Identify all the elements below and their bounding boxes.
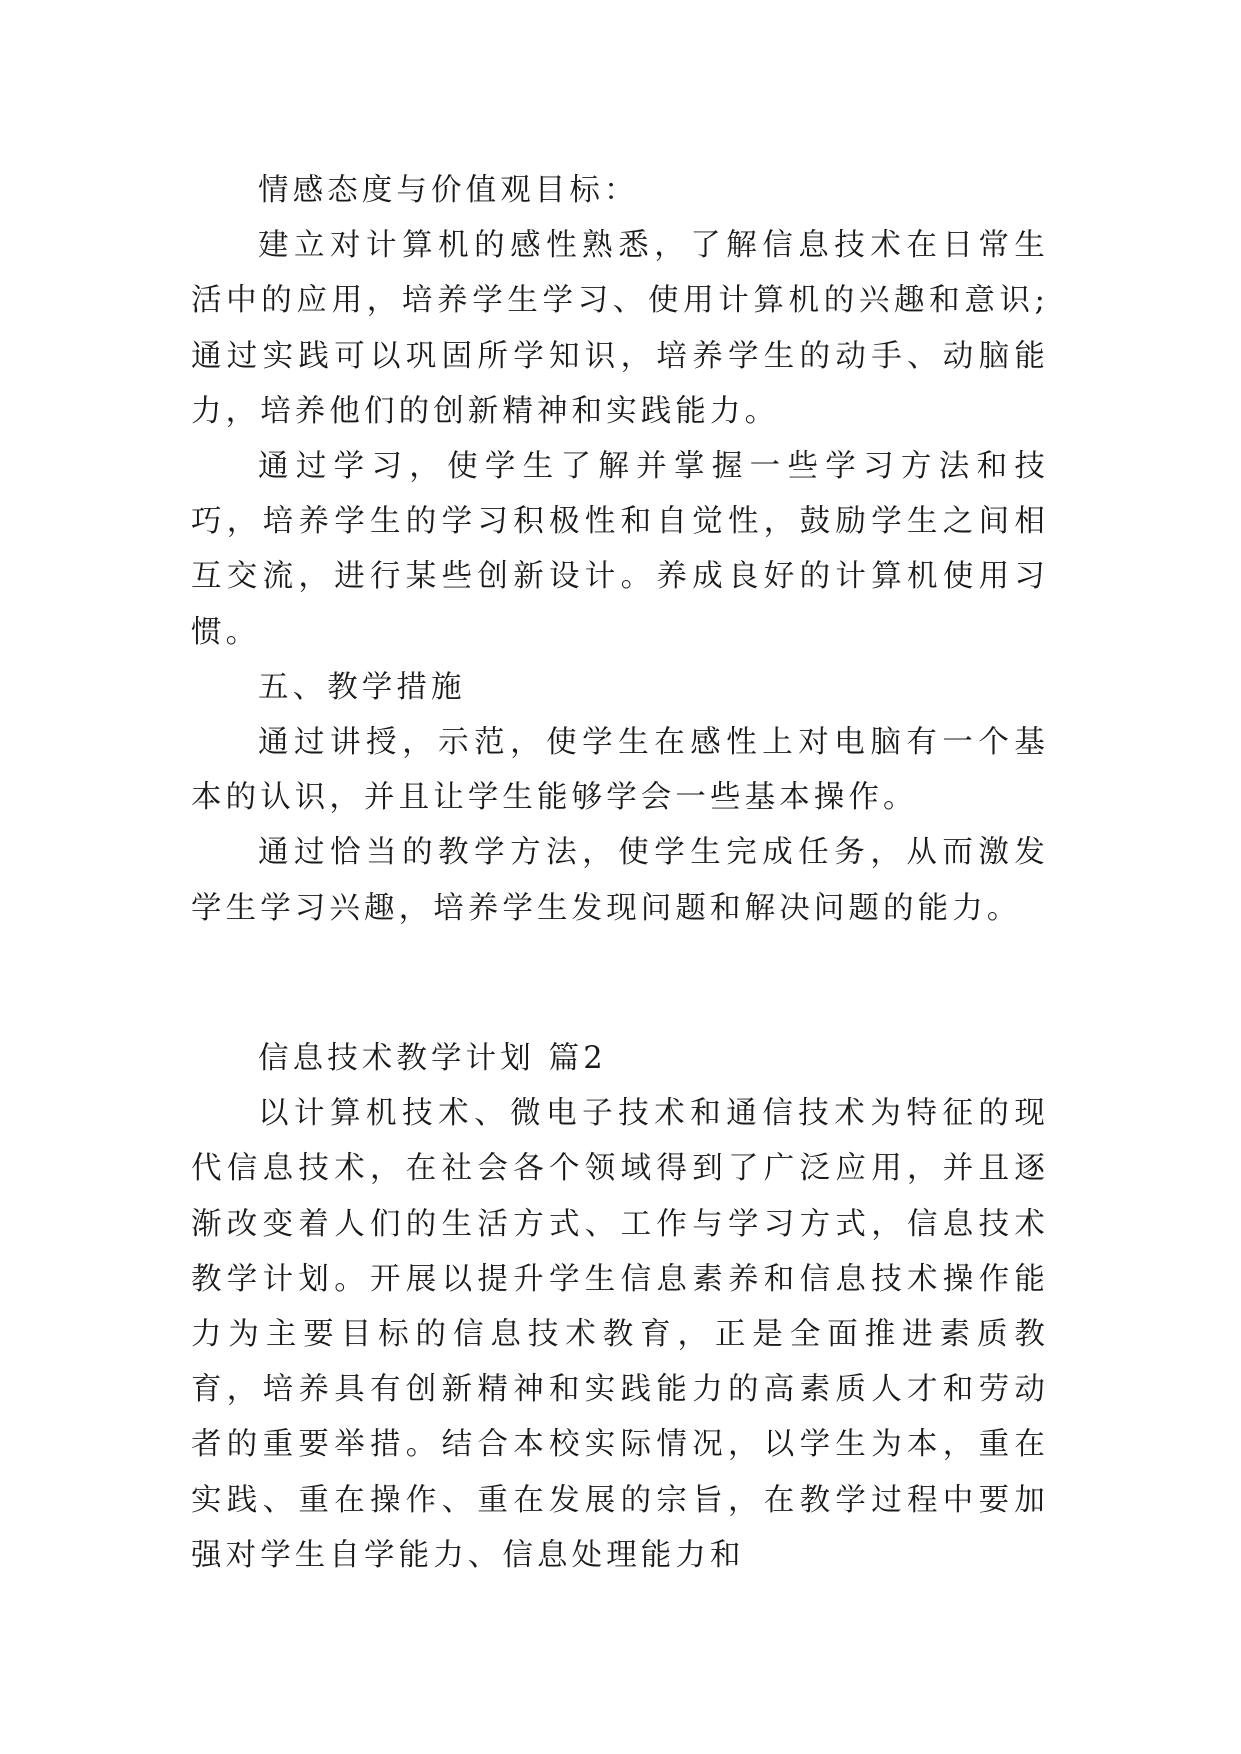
text-block-section-2	[191, 1031, 1049, 1583]
paragraph-it-education: 以计算机技术、微电子技术和通信技术为特征的现代信息技术，在社会各个领域得到了广泛应用，并且逐渐改变着人们的生活方式、工作与学习方式，信息技术教学计划。开展以提升学生信息素养和信息技术操作能力为主要目标的信息技术教育，正是全面推进素质教育，培养具有创新精神和实践能力的高素质人才和劳动者的重要举措。结合本校实际情况，以学生为本，重在实践、重在操作、重在发展的宗旨，在教学过程中要加强对学生自学能力、信息处理能力和	[191, 1096, 1049, 1573]
section-title: 信息技术教学计划 篇2	[258, 1041, 607, 1076]
paragraph-computer-familiarity: 建立对计算机的感性熟悉，了解信息技术在日常生活中的应用，培养学生学习、使用计算机的兴趣和意识;通过实践可以巩固所学知识，培养学生的动手、动脑能力，培养他们的创新精神和实践能力。	[191, 228, 1049, 429]
paragraph-demonstration: 通过讲授，示范，使学生在感性上对电脑有一个基本的认识，并且让学生能够学会一些基本操作。	[191, 725, 1049, 816]
paragraph-learning-methods: 通过学习，使学生了解并掌握一些学习方法和技巧，培养学生的学习积极性和自觉性，鼓励学生之间相互交流，进行某些创新设计。养成良好的计算机使用习惯。	[191, 449, 1049, 650]
text-block-section-1	[191, 163, 1049, 936]
paragraph-teaching-methods: 通过恰当的教学方法，使学生完成任务，从而激发学生学习兴趣，培养学生发现问题和解决问题的能力。	[191, 835, 1049, 926]
heading-emotional-goals: 情感态度与价值观目标：	[258, 173, 639, 208]
heading-teaching-measures: 五、教学措施	[258, 669, 466, 705]
